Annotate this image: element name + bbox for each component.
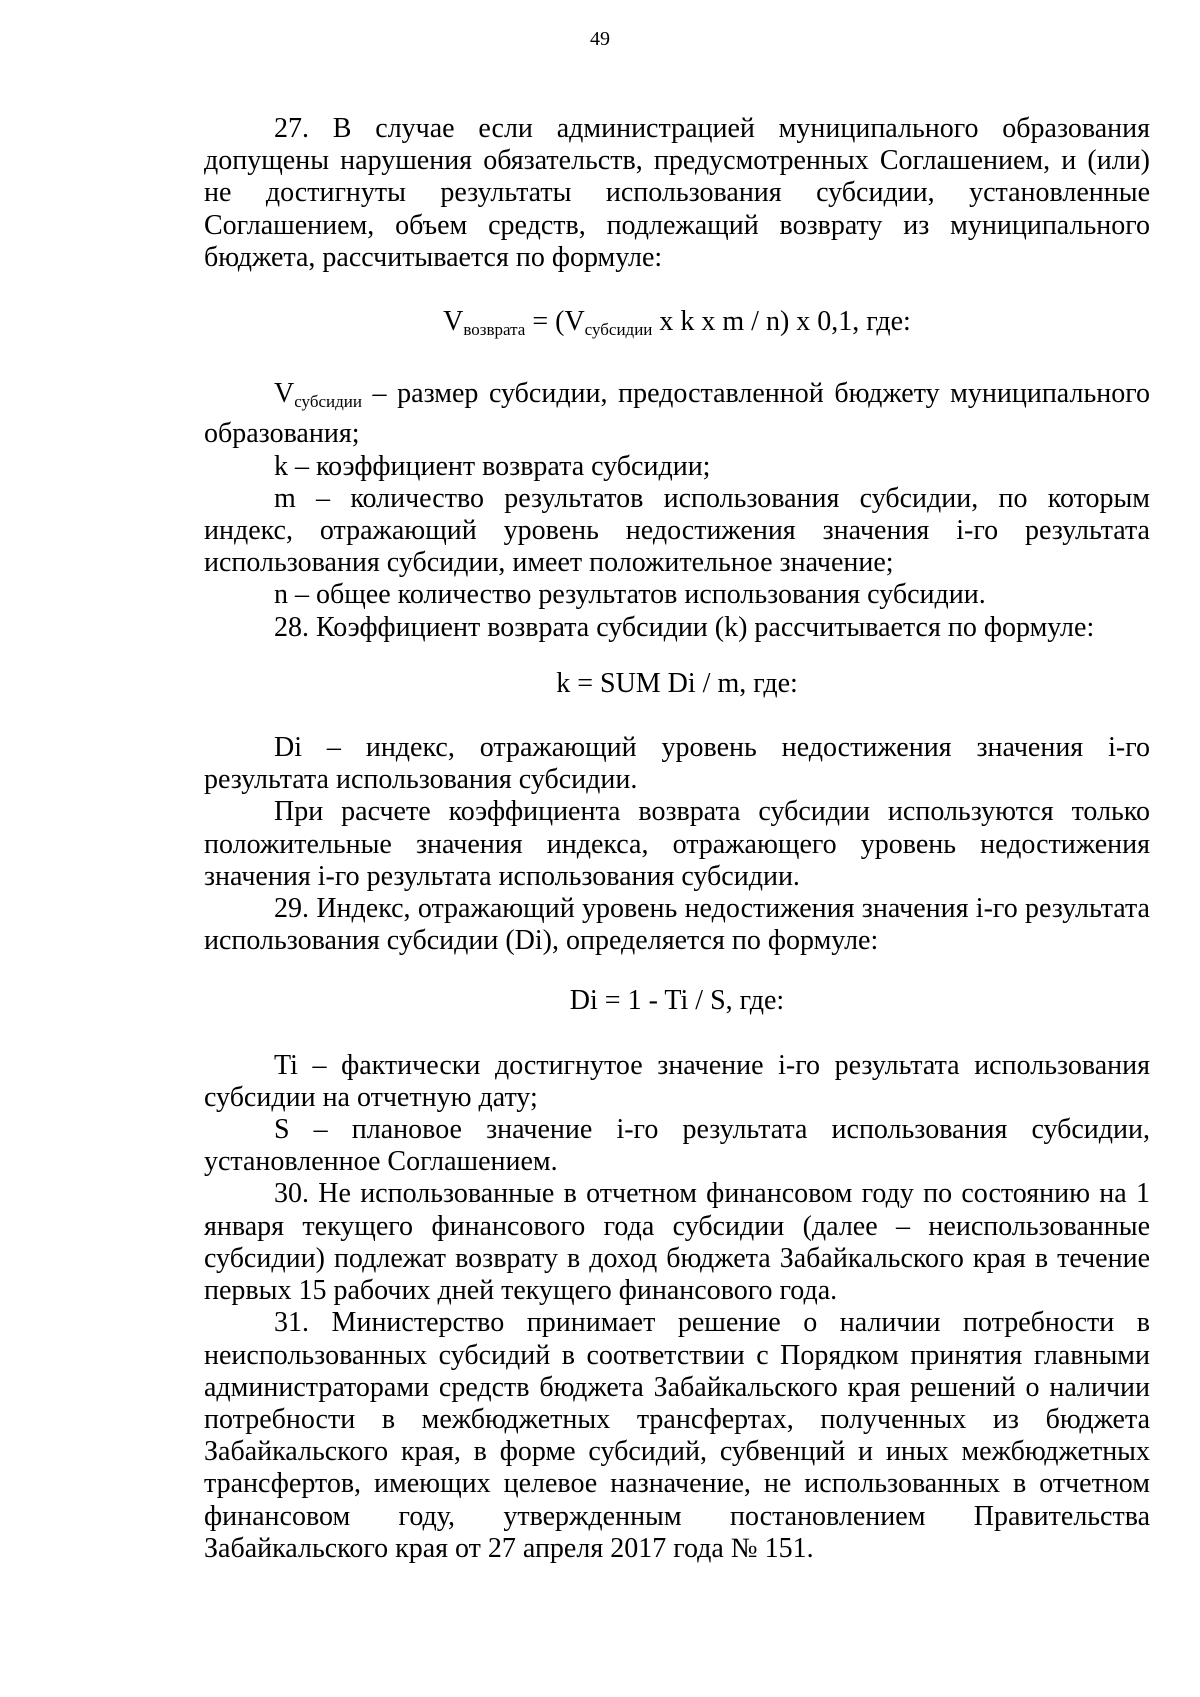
formula-coefficient: k = SUM Di / m, где: (556, 667, 798, 699)
formula-v: V (443, 306, 464, 338)
formula-rest: x k x m / n) x 0,1, где: (652, 306, 911, 338)
paragraph-30: 30. Не использованные в отчетном финансовом году по состоянию на 1 января текущего финансового года субсидии (далее – неиспользованные субсидии) подлежат возврату в доход бюджета Забайкальского края в течение первых 15 рабочих дней текущего финансового года. (204, 1178, 1150, 1307)
def-v-symbol: V (274, 378, 295, 410)
paragraph-29: 29. Индекс, отражающий уровень недостижения значения i-го результата использования субсидии (Di), определяется по формуле: (204, 893, 1150, 957)
formula-sub-subsidy: субсидии (584, 320, 653, 340)
paragraph-calculation-note: При расчете коэффициента возврата субсидии используются только положительные значения индекса, отражающего уровень недостижения значения i-го результата использования субсидии. (204, 796, 1150, 892)
formula-return-volume (204, 306, 1150, 346)
definition-s: S – плановое значение i-го результата использования субсидии, установленное Соглашением. (204, 1114, 1150, 1178)
definition-m: m – количество результатов использования субсидии, по которым индекс, отражающий уровень недостижения значения i-го результата использования субсидии, имеет положительное значение; (204, 482, 1150, 579)
definition-di: Di – индекс, отражающий уровень недостижения значения i-го результата использования субсидии. (204, 732, 1150, 796)
document-body (204, 113, 1150, 1565)
definition-k: k – коэффициент возврата субсидии; (274, 450, 711, 482)
formula-sub-return: возврата (463, 320, 526, 340)
def-v-text: – размер субсидии, предоставленной бюджету муниципального образования; (204, 378, 1150, 450)
paragraph-27: 27. В случае если администрацией муниципального образования допущены нарушения обязательств, предусмотренных Соглашением, и (или) не достигнуты результаты использования субсидии, установленные Соглашением, объем средств, подлежащий возврату из муниципального бюджета, рассчитывается по формуле: (204, 113, 1150, 273)
definition-n: n – общее количество результатов использования субсидии. (274, 579, 986, 611)
formula-middle: = (V (525, 306, 585, 338)
page-number: 49 (590, 28, 610, 50)
def-v-sub: субсидии (294, 392, 362, 412)
definition-v-subsidy (204, 378, 1150, 450)
definition-ti: Ti – фактически достигнутое значение i-го результата использования субсидии на отчетную дату; (204, 1049, 1150, 1113)
paragraph-28: 28. Коэффициент возврата субсидии (k) рассчитывается по формуле: (274, 611, 1095, 643)
formula-index: Di = 1 - Ti / S, где: (569, 985, 785, 1017)
paragraph-31: 31. Министерство принимает решение о наличии потребности в неиспользованных субсидий в соответствии с Порядком принятия главными администраторами средств бюджета Забайкальского края решений о наличии потребности в межбюджетных трансфертах, полученных из бюджета Забайкальского края, в форме субсидий, субвенций и иных межбюджетных трансфертов, имеющих целевое назначение, не использованных в отчетном финансовом году, утвержденным постановлением Правительства Забайкальского края от 27 апреля 2017 года № 151. (204, 1307, 1150, 1564)
